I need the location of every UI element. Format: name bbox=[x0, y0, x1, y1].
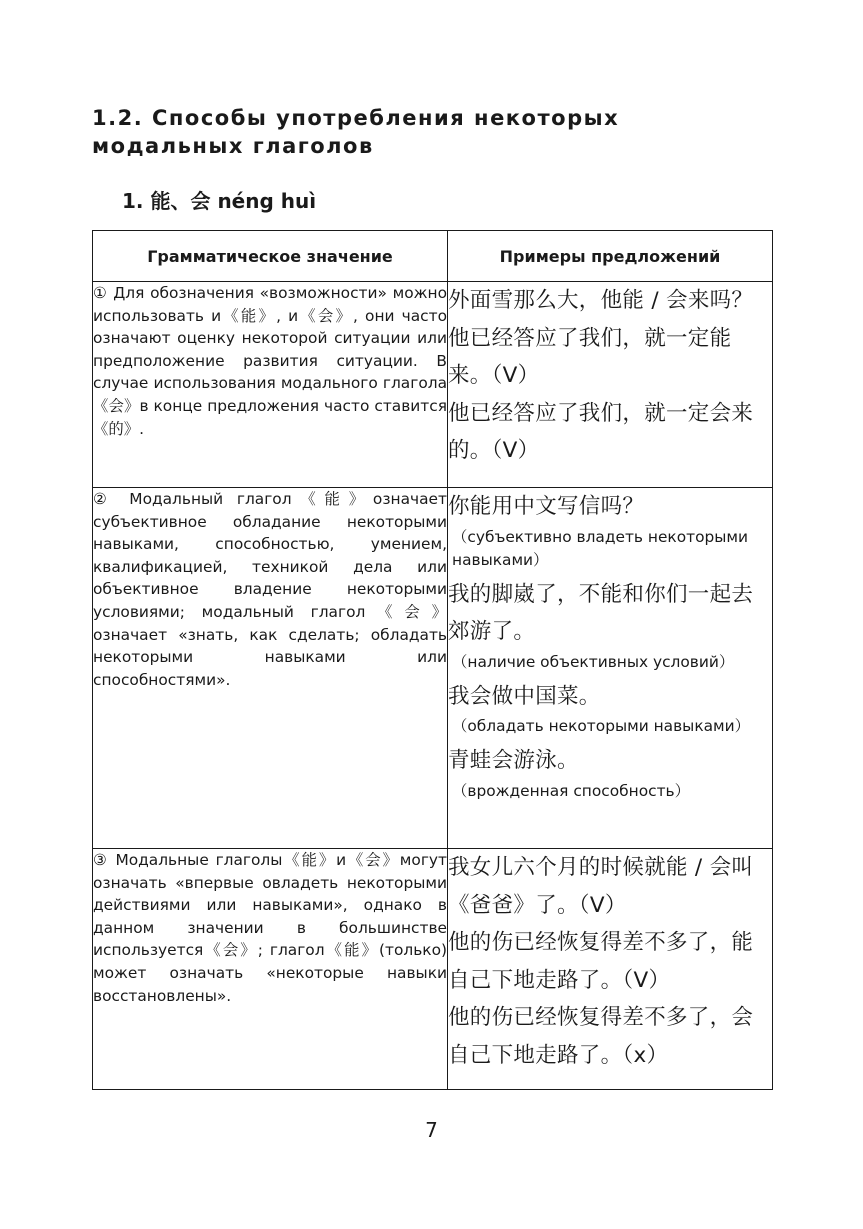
meaning-cell: ② Модальный глагол《能》означает субъективное обладание некоторыми навыками, способностью, умением, квалификацией, техникой дела или объективное владение некоторыми условиями; модальный глагол《会》означает «знать, как сделать; обладать некоторыми навыками или способностями». bbox=[93, 488, 448, 849]
example-sentence: 他的伤已经恢复得差不多了，会自己下地走路了。（x） bbox=[448, 1005, 754, 1068]
example-sentence: 我女儿六个月的时候就能 / 会叫《爸爸》了。（V） bbox=[448, 855, 754, 918]
example-gloss: （наличие объективных условий） bbox=[452, 652, 735, 671]
example-sentence: 我会做中国菜。 bbox=[448, 683, 601, 709]
table-row bbox=[93, 849, 773, 1090]
example-sentence: 我的脚崴了，不能和你们一起去郊游了。 bbox=[448, 581, 754, 644]
example-sentence: 他已经答应了我们，就一定会来的。（V） bbox=[448, 400, 754, 463]
example-gloss: （обладать некоторыми навыками） bbox=[452, 717, 751, 735]
example-sentence: 你能用中文写信吗？ bbox=[448, 494, 645, 519]
header-meaning: Грамматическое значение bbox=[93, 231, 448, 282]
example-gloss: （субъективно владеть некоторыми навыками） bbox=[452, 527, 749, 569]
header-examples: Примеры предложений bbox=[448, 231, 773, 282]
example-sentence: 他的伤已经恢复得差不多了，能自己下地走路了。（V） bbox=[448, 930, 754, 993]
meaning-cell: ③ Модальные глаголы《能》и《会》могут означать «впервые овладеть некоторыми действиями или навыками», однако в данном значении в большинстве используется《会》; глагол《能》(только) может означать «некоторые навыки восстановлены». bbox=[93, 849, 448, 1090]
table-row bbox=[93, 282, 773, 488]
examples-cell bbox=[448, 849, 773, 1090]
example-sentence: 外面雪那么大，他能 / 会来吗？ bbox=[448, 288, 754, 313]
table-row bbox=[93, 488, 773, 849]
example-gloss: （врожденная способность） bbox=[452, 781, 691, 800]
meaning-cell: ① Для обозначения «возможности» можно использовать и《能》, и《会》, они часто означают оценку некоторой ситуации или предположение развития ситуации. В случае использования модального глагола《会》в конце предложения часто ставится《的》. bbox=[93, 282, 448, 488]
page-number: 7 bbox=[425, 1118, 438, 1142]
section-title: 1.2. Способы употребления некоторых модальных глаголов bbox=[92, 106, 620, 158]
examples-cell bbox=[448, 488, 773, 849]
example-sentence: 青蛙会游泳。 bbox=[448, 748, 579, 773]
example-sentence: 他已经答应了我们，就一定能来。（V） bbox=[448, 325, 732, 388]
table-header-row bbox=[93, 231, 773, 282]
examples-cell bbox=[448, 282, 773, 488]
subsection-title: 1. 能、会 néng huì bbox=[122, 189, 317, 213]
grammar-table bbox=[92, 230, 773, 1090]
